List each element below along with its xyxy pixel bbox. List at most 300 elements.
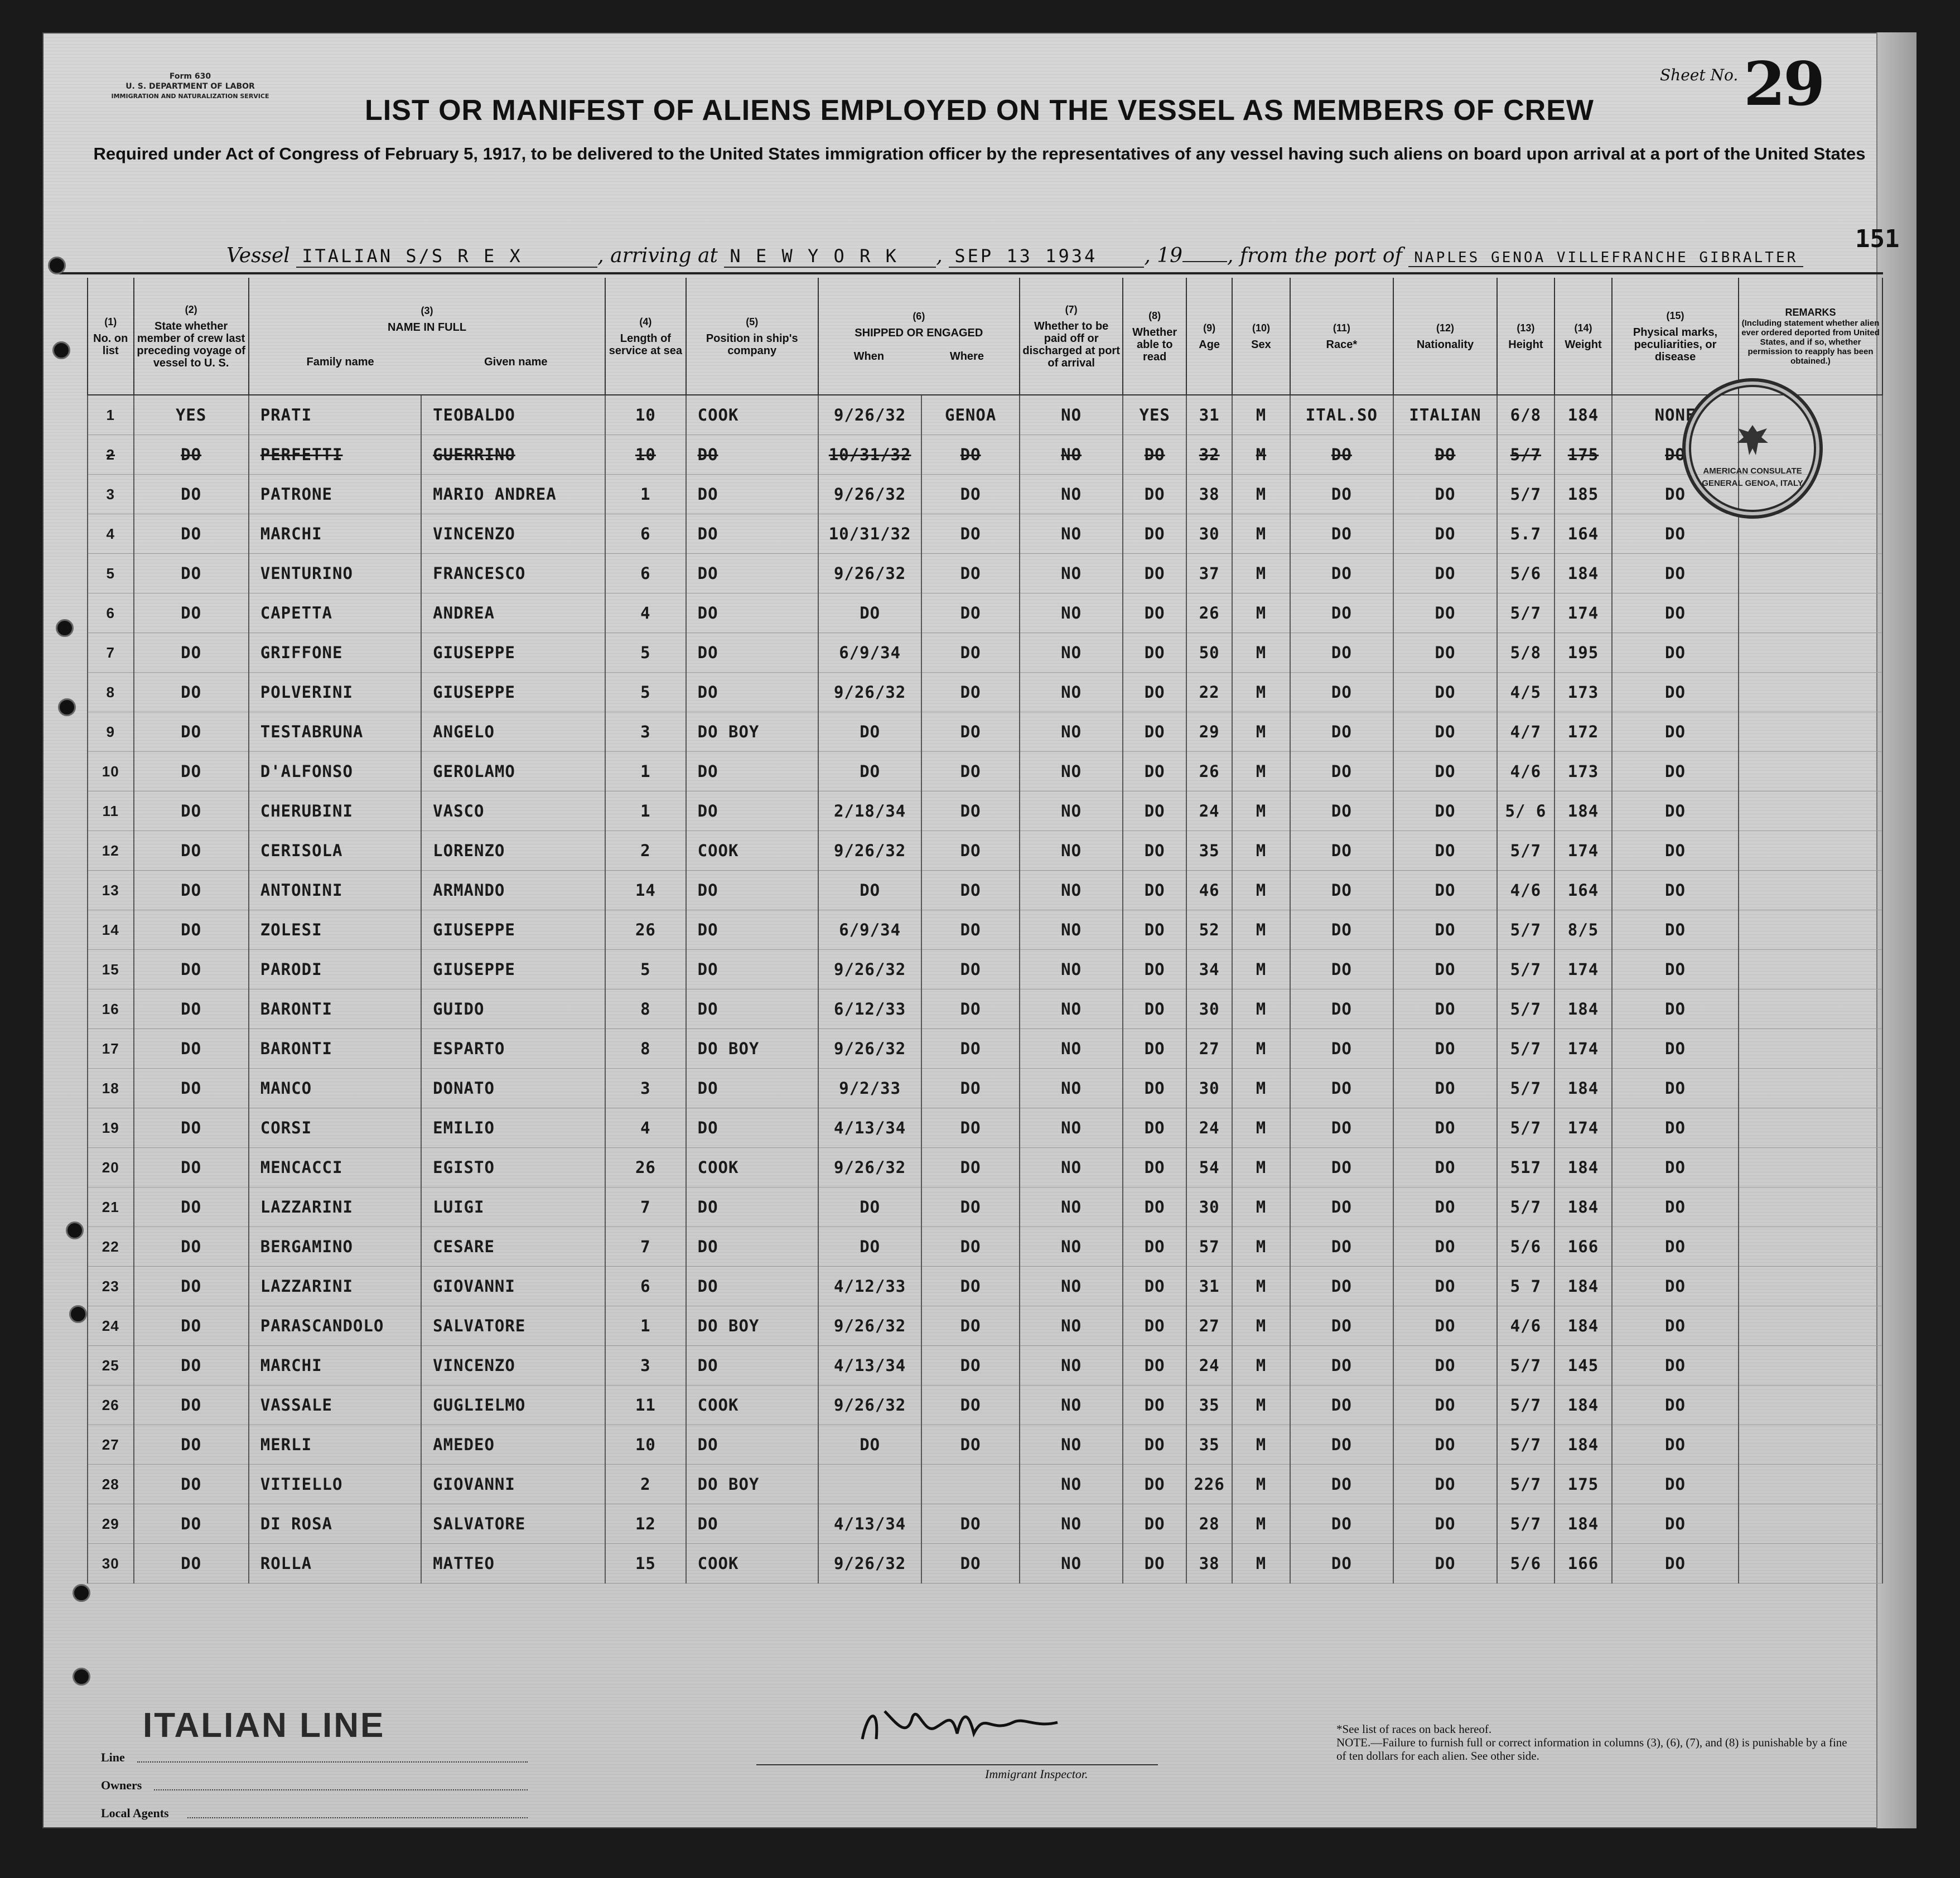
cell-family: DI ROSA: [249, 1504, 421, 1544]
table-row: [88, 514, 1882, 554]
cell-position: DO: [686, 514, 818, 554]
cell-given: FRANCESCO: [421, 554, 605, 593]
arriving-port: N E W Y O R K: [724, 245, 936, 268]
cell-service: 7: [605, 1227, 685, 1267]
cell-prev: DO: [134, 1385, 249, 1425]
cell-nationality: DO: [1393, 1227, 1497, 1267]
cell-service: 2: [605, 1465, 685, 1504]
cell-when: 6/12/33: [818, 989, 922, 1029]
cell-no: 8: [88, 673, 134, 712]
manifest-sheet: [42, 32, 1916, 1828]
table-row: [88, 1465, 1882, 1504]
cell-given: GIUSEPPE: [421, 633, 605, 673]
cell-position: DO: [686, 435, 818, 475]
cell-prev: DO: [134, 910, 249, 950]
cell-given: MATTEO: [421, 1544, 605, 1583]
cell-marks: DO: [1612, 1108, 1739, 1148]
cell-paid: NO: [1020, 475, 1123, 514]
cell-weight: 145: [1555, 1346, 1612, 1385]
cell-race: DO: [1290, 1187, 1394, 1227]
cell-sex: M: [1232, 593, 1290, 633]
cell-marks: DO: [1612, 1267, 1739, 1306]
cell-no: 7: [88, 633, 134, 673]
cell-nationality: DO: [1393, 435, 1497, 475]
cell-marks: DO: [1612, 1385, 1739, 1425]
punch-hole: [56, 619, 74, 637]
cell-where: DO: [921, 1148, 1019, 1187]
cell-given: EMILIO: [421, 1108, 605, 1148]
cell-prev: DO: [134, 1544, 249, 1583]
cell-service: 10: [605, 1425, 685, 1465]
cell-age: 30: [1186, 1069, 1233, 1108]
sheet-number-label: Sheet No.: [1660, 66, 1739, 84]
punch-hole: [52, 341, 70, 359]
cell-read: DO: [1123, 1504, 1186, 1544]
cell-when: 10/31/32: [818, 435, 922, 475]
cell-position: DO: [686, 475, 818, 514]
cell-no: 14: [88, 910, 134, 950]
cell-marks: DO: [1612, 554, 1739, 593]
cell-service: 6: [605, 1267, 685, 1306]
cell-no: 16: [88, 989, 134, 1029]
cell-marks: DO: [1612, 593, 1739, 633]
cell-when: 4/13/34: [818, 1108, 922, 1148]
consulate-stamp: [1682, 378, 1823, 519]
cell-age: 35: [1186, 1425, 1233, 1465]
cell-where: DO: [921, 871, 1019, 910]
cell-no: 23: [88, 1267, 134, 1306]
cell-read: DO: [1123, 831, 1186, 871]
cell-when: 9/26/32: [818, 554, 922, 593]
cell-remarks: [1739, 1227, 1882, 1267]
cell-age: 30: [1186, 1187, 1233, 1227]
cell-height: 5/7: [1497, 989, 1555, 1029]
cell-paid: NO: [1020, 554, 1123, 593]
cell-paid: NO: [1020, 791, 1123, 831]
cell-weight: 184: [1555, 1148, 1612, 1187]
cell-age: 27: [1186, 1029, 1233, 1069]
header-row: [88, 278, 1882, 395]
table-row: [88, 673, 1882, 712]
cell-nationality: DO: [1393, 514, 1497, 554]
cell-remarks: [1739, 1465, 1882, 1504]
cell-remarks: [1739, 791, 1882, 831]
cell-position: DO: [686, 673, 818, 712]
cell-height: 5/7: [1497, 435, 1555, 475]
cell-weight: 184: [1555, 1504, 1612, 1544]
cell-service: 12: [605, 1504, 685, 1544]
cell-age: 35: [1186, 1385, 1233, 1425]
cell-sex: M: [1232, 712, 1290, 752]
inspector-signature: [846, 1700, 1080, 1750]
cell-given: GUERRINO: [421, 435, 605, 475]
reference-number: 151: [1855, 225, 1900, 253]
cell-service: 15: [605, 1544, 685, 1583]
cell-service: 1: [605, 475, 685, 514]
inspector-signature-line: [756, 1764, 1158, 1765]
col-header-prev-voyage: (2) State whether member of crew last preceding voyage of vessel to U. S.: [134, 278, 249, 395]
cell-marks: DO: [1612, 633, 1739, 673]
cell-prev: DO: [134, 831, 249, 871]
cell-prev: DO: [134, 1148, 249, 1187]
cell-marks: DO: [1612, 1544, 1739, 1583]
stamp-text: AMERICAN CONSULATE GENERAL GENOA, ITALY: [1702, 466, 1803, 488]
cell-paid: NO: [1020, 1544, 1123, 1583]
cell-family: CAPETTA: [249, 593, 421, 633]
cell-given: GEROLAMO: [421, 752, 605, 791]
cell-where: DO: [921, 712, 1019, 752]
cell-where: DO: [921, 435, 1019, 475]
cell-nationality: DO: [1393, 1425, 1497, 1465]
line-label: Line: [101, 1750, 125, 1764]
cell-sex: M: [1232, 910, 1290, 950]
cell-family: VITIELLO: [249, 1465, 421, 1504]
cell-sex: M: [1232, 1148, 1290, 1187]
cell-read: DO: [1123, 1465, 1186, 1504]
cell-remarks: [1739, 831, 1882, 871]
cell-nationality: DO: [1393, 1108, 1497, 1148]
cell-marks: DO: [1612, 1306, 1739, 1346]
cell-read: DO: [1123, 1029, 1186, 1069]
cell-family: TESTABRUNA: [249, 712, 421, 752]
cell-where: DO: [921, 1346, 1019, 1385]
cell-height: 5/7: [1497, 831, 1555, 871]
cell-race: DO: [1290, 989, 1394, 1029]
cell-nationality: DO: [1393, 752, 1497, 791]
col-header-no: (1) No. on list: [88, 278, 134, 395]
cell-no: 26: [88, 1385, 134, 1425]
cell-service: 3: [605, 1069, 685, 1108]
cell-nationality: DO: [1393, 1069, 1497, 1108]
cell-family: VENTURINO: [249, 554, 421, 593]
cell-age: 27: [1186, 1306, 1233, 1346]
cell-nationality: DO: [1393, 673, 1497, 712]
col-header-read: (8) Whether able to read: [1123, 278, 1186, 395]
cell-position: DO: [686, 989, 818, 1029]
table-row: [88, 1544, 1882, 1583]
cell-remarks: [1739, 673, 1882, 712]
cell-paid: NO: [1020, 435, 1123, 475]
cell-when: DO: [818, 1425, 922, 1465]
cell-height: 5/7: [1497, 1029, 1555, 1069]
cell-where: DO: [921, 1544, 1019, 1583]
table-row: [88, 1029, 1882, 1069]
cell-given: AMEDEO: [421, 1425, 605, 1465]
cell-family: MARCHI: [249, 514, 421, 554]
col-header-paid-off: (7) Whether to be paid off or discharged at port of arrival: [1020, 278, 1123, 395]
cell-given: ESPARTO: [421, 1029, 605, 1069]
cell-paid: NO: [1020, 871, 1123, 910]
cell-age: 29: [1186, 712, 1233, 752]
cell-no: 17: [88, 1029, 134, 1069]
cell-sex: M: [1232, 1306, 1290, 1346]
header-rule: [59, 272, 1883, 274]
cell-nationality: DO: [1393, 712, 1497, 752]
footer-notes: [1336, 1722, 1850, 1763]
cell-prev: DO: [134, 1108, 249, 1148]
when-header: When: [853, 350, 885, 363]
cell-sex: M: [1232, 1108, 1290, 1148]
cell-sex: M: [1232, 1425, 1290, 1465]
cell-race: DO: [1290, 435, 1394, 475]
col-header-height: (13) Height: [1497, 278, 1555, 395]
cell-weight: 184: [1555, 1267, 1612, 1306]
cell-service: 5: [605, 950, 685, 989]
cell-given: SALVATORE: [421, 1504, 605, 1544]
cell-height: 5/7: [1497, 1425, 1555, 1465]
cell-race: DO: [1290, 1425, 1394, 1465]
cell-given: DONATO: [421, 1069, 605, 1108]
cell-remarks: [1739, 633, 1882, 673]
cell-prev: DO: [134, 752, 249, 791]
cell-remarks: [1739, 910, 1882, 950]
cell-prev: DO: [134, 1267, 249, 1306]
col-header-physical-marks: (15) Physical marks, peculiarities, or disease: [1612, 278, 1739, 395]
cell-where: DO: [921, 1267, 1019, 1306]
cell-remarks: [1739, 1425, 1882, 1465]
col-header-position: (5) Position in ship's company: [686, 278, 818, 395]
cell-read: DO: [1123, 1187, 1186, 1227]
cell-sex: M: [1232, 1069, 1290, 1108]
cell-no: 22: [88, 1227, 134, 1267]
cell-position: DO: [686, 554, 818, 593]
cell-where: DO: [921, 673, 1019, 712]
cell-marks: DO: [1612, 1425, 1739, 1465]
cell-no: 29: [88, 1504, 134, 1544]
cell-family: VASSALE: [249, 1385, 421, 1425]
cell-nationality: DO: [1393, 633, 1497, 673]
col-header-remarks: REMARKS (Including statement whether alien ever ordered deported from United States, and if so, whether permission to reapply has been obtained.): [1739, 278, 1882, 395]
cell-height: 5/7: [1497, 950, 1555, 989]
cell-race: DO: [1290, 1108, 1394, 1148]
cell-prev: DO: [134, 1425, 249, 1465]
manifest-footer: [42, 1706, 1916, 1828]
cell-weight: 164: [1555, 514, 1612, 554]
cell-marks: DO: [1612, 831, 1739, 871]
cell-sex: M: [1232, 475, 1290, 514]
punch-hole: [48, 257, 66, 274]
cell-paid: NO: [1020, 831, 1123, 871]
cell-age: 32: [1186, 435, 1233, 475]
cell-sex: M: [1232, 1465, 1290, 1504]
cell-where: DO: [921, 1504, 1019, 1544]
cell-prev: DO: [134, 989, 249, 1029]
cell-sex: M: [1232, 752, 1290, 791]
cell-position: COOK: [686, 1544, 818, 1583]
cell-when: 2/18/34: [818, 791, 922, 831]
table-row: [88, 1227, 1882, 1267]
cell-given: GIUSEPPE: [421, 950, 605, 989]
cell-age: 24: [1186, 1108, 1233, 1148]
cell-marks: DO: [1612, 1227, 1739, 1267]
cell-age: 226: [1186, 1465, 1233, 1504]
cell-age: 37: [1186, 554, 1233, 593]
table-row: [88, 1187, 1882, 1227]
cell-no: 15: [88, 950, 134, 989]
cell-paid: NO: [1020, 395, 1123, 435]
cell-service: 8: [605, 989, 685, 1029]
cell-prev: DO: [134, 1465, 249, 1504]
cell-family: MARCHI: [249, 1346, 421, 1385]
cell-service: 3: [605, 1346, 685, 1385]
cell-family: PARODI: [249, 950, 421, 989]
cell-remarks: [1739, 593, 1882, 633]
cell-paid: NO: [1020, 1069, 1123, 1108]
cell-race: DO: [1290, 752, 1394, 791]
cell-age: 46: [1186, 871, 1233, 910]
cell-prev: DO: [134, 1306, 249, 1346]
cell-weight: 184: [1555, 1306, 1612, 1346]
cell-race: DO: [1290, 1385, 1394, 1425]
cell-race: DO: [1290, 1267, 1394, 1306]
table-row: [88, 1108, 1882, 1148]
cell-given: ARMANDO: [421, 871, 605, 910]
cell-position: DO BOY: [686, 1306, 818, 1346]
cell-sex: M: [1232, 1346, 1290, 1385]
cell-service: 26: [605, 910, 685, 950]
cell-height: 5/7: [1497, 593, 1555, 633]
cell-sex: M: [1232, 989, 1290, 1029]
cell-marks: DO: [1612, 1465, 1739, 1504]
cell-race: DO: [1290, 633, 1394, 673]
cell-marks: DO: [1612, 673, 1739, 712]
cell-remarks: [1739, 1108, 1882, 1148]
cell-paid: NO: [1020, 514, 1123, 554]
table-row: [88, 633, 1882, 673]
cell-height: 5/ 6: [1497, 791, 1555, 831]
cell-weight: 184: [1555, 989, 1612, 1029]
family-name-header: Family name: [306, 355, 374, 368]
table-row: [88, 1148, 1882, 1187]
cell-age: 24: [1186, 791, 1233, 831]
cell-where: DO: [921, 514, 1019, 554]
cell-paid: NO: [1020, 1346, 1123, 1385]
cell-position: DO: [686, 1108, 818, 1148]
table-row: [88, 989, 1882, 1029]
cell-given: GIUSEPPE: [421, 673, 605, 712]
cell-sex: M: [1232, 673, 1290, 712]
cell-where: DO: [921, 1029, 1019, 1069]
cell-height: 6/8: [1497, 395, 1555, 435]
cell-race: DO: [1290, 1504, 1394, 1544]
cell-weight: 184: [1555, 1069, 1612, 1108]
cell-given: TEOBALDO: [421, 395, 605, 435]
cell-where: [921, 1465, 1019, 1504]
cell-race: DO: [1290, 1544, 1394, 1583]
cell-where: DO: [921, 989, 1019, 1029]
cell-where: DO: [921, 1385, 1019, 1425]
cell-given: GIUSEPPE: [421, 910, 605, 950]
cell-no: 30: [88, 1544, 134, 1583]
cell-no: 1: [88, 395, 134, 435]
cell-when: 4/13/34: [818, 1346, 922, 1385]
cell-marks: DO: [1612, 435, 1739, 475]
cell-when: 10/31/32: [818, 514, 922, 554]
cell-nationality: ITALIAN: [1393, 395, 1497, 435]
cell-read: DO: [1123, 989, 1186, 1029]
cell-where: DO: [921, 791, 1019, 831]
cell-given: EGISTO: [421, 1148, 605, 1187]
cell-marks: DO: [1612, 791, 1739, 831]
cell-nationality: DO: [1393, 1465, 1497, 1504]
cell-nationality: DO: [1393, 1346, 1497, 1385]
col-header-sex: (10) Sex: [1232, 278, 1290, 395]
cell-marks: DO: [1612, 752, 1739, 791]
cell-given: VINCENZO: [421, 514, 605, 554]
cell-weight: 174: [1555, 831, 1612, 871]
arriving-label: arriving at: [610, 244, 718, 267]
table-row: [88, 1306, 1882, 1346]
cell-position: DO: [686, 633, 818, 673]
cell-remarks: [1739, 712, 1882, 752]
cell-no: 12: [88, 831, 134, 871]
col-header-age: (9) Age: [1186, 278, 1233, 395]
cell-marks: DO: [1612, 1069, 1739, 1108]
cell-no: 6: [88, 593, 134, 633]
cell-nationality: DO: [1393, 1267, 1497, 1306]
cell-position: DO: [686, 910, 818, 950]
cell-nationality: DO: [1393, 1029, 1497, 1069]
cell-no: 25: [88, 1346, 134, 1385]
cell-no: 4: [88, 514, 134, 554]
cell-read: DO: [1123, 1267, 1186, 1306]
cell-nationality: DO: [1393, 1187, 1497, 1227]
cell-paid: NO: [1020, 673, 1123, 712]
cell-read: DO: [1123, 871, 1186, 910]
cell-given: LORENZO: [421, 831, 605, 871]
table-row: [88, 950, 1882, 989]
vessel-label: Vessel: [226, 244, 290, 267]
cell-prev: DO: [134, 1346, 249, 1385]
table-row: [88, 1069, 1882, 1108]
cell-prev: DO: [134, 1227, 249, 1267]
cell-no: 13: [88, 871, 134, 910]
cell-paid: NO: [1020, 1148, 1123, 1187]
cell-paid: NO: [1020, 633, 1123, 673]
cell-position: DO: [686, 1069, 818, 1108]
cell-age: 30: [1186, 989, 1233, 1029]
cell-marks: DO: [1612, 871, 1739, 910]
punch-hole: [73, 1584, 90, 1602]
cell-height: 4/6: [1497, 871, 1555, 910]
cell-given: MARIO ANDREA: [421, 475, 605, 514]
cell-marks: DO: [1612, 950, 1739, 989]
cell-when: 9/26/32: [818, 831, 922, 871]
cell-given: GUGLIELMO: [421, 1385, 605, 1425]
cell-no: 20: [88, 1148, 134, 1187]
cell-nationality: DO: [1393, 871, 1497, 910]
where-header: Where: [949, 350, 984, 363]
cell-weight: 184: [1555, 1187, 1612, 1227]
vessel-name: ITALIAN S/S R E X: [296, 245, 597, 268]
cell-given: ANGELO: [421, 712, 605, 752]
cell-paid: NO: [1020, 712, 1123, 752]
cell-age: 50: [1186, 633, 1233, 673]
cell-race: DO: [1290, 514, 1394, 554]
cell-read: DO: [1123, 910, 1186, 950]
cell-height: 5/7: [1497, 1465, 1555, 1504]
cell-no: 3: [88, 475, 134, 514]
cell-where: DO: [921, 1227, 1019, 1267]
cell-weight: 175: [1555, 1465, 1612, 1504]
cell-remarks: [1739, 1504, 1882, 1544]
cell-family: CHERUBINI: [249, 791, 421, 831]
cell-no: 27: [88, 1425, 134, 1465]
cell-race: ITAL.SO: [1290, 395, 1394, 435]
table-row: [88, 395, 1882, 435]
cell-when: 4/12/33: [818, 1267, 922, 1306]
cell-read: DO: [1123, 673, 1186, 712]
